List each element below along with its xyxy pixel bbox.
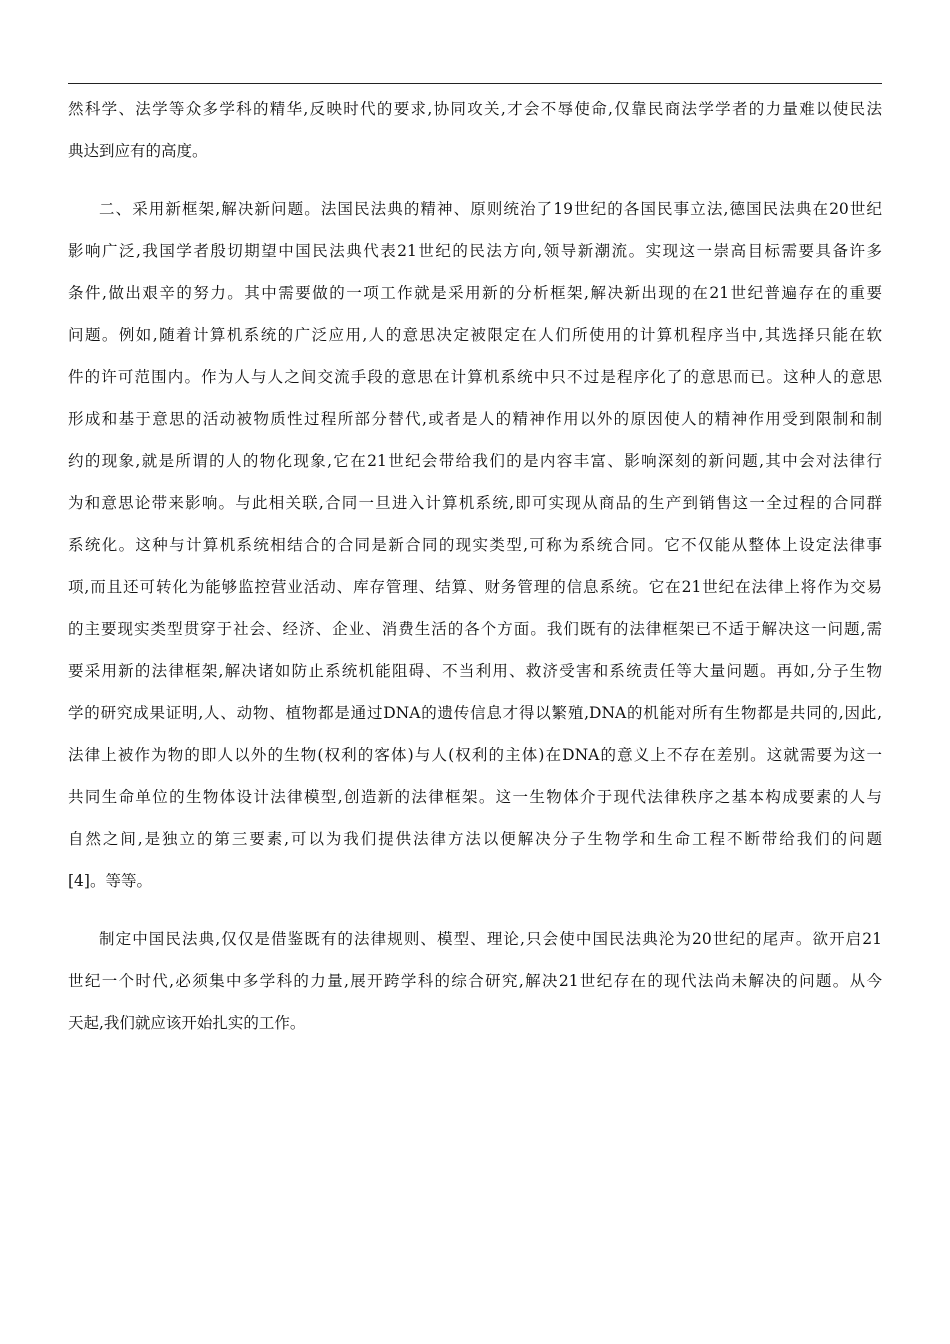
paragraph-1	[68, 88, 882, 172]
paragraph-3	[68, 918, 882, 1044]
header-rule	[68, 83, 882, 84]
text-line: 为和意思论带来影响。与此相关联,合同一旦进入计算机系统,即可实现从商品的生产到销售这一全过程的合同群	[68, 494, 882, 512]
text-line: 约的现象,就是所谓的人的物化现象,它在21世纪会带给我们的是内容丰富、影响深刻的新问题,其中会对法律行	[68, 452, 882, 470]
text-line: 问题。例如,随着计算机系统的广泛应用,人的意思决定被限定在人们所使用的计算机程序当中,其选择只能在软	[68, 326, 882, 344]
text-line: 共同生命单位的生物体设计法律模型,创造新的法律框架。这一生物体介于现代法律秩序之基本构成要素的人与	[68, 788, 882, 806]
text-line: 件的许可范围内。作为人与人之间交流手段的意思在计算机系统中只不过是程序化了的意思而已。这种人的意思	[68, 368, 882, 386]
text-line: 法律上被作为物的即人以外的生物(权利的客体)与人(权利的主体)在DNA的意义上不存在差别。这就需要为这一	[68, 746, 882, 764]
text-line: [4]。等等。	[68, 872, 152, 890]
text-line: 典达到应有的高度。	[68, 142, 208, 160]
document-body	[68, 88, 882, 1044]
text-line: 学的研究成果证明,人、动物、植物都是通过DNA的遗传信息才得以繁殖,DNA的机能对所有生物都是共同的,因此,	[68, 704, 882, 722]
text-line: 自然之间,是独立的第三要素,可以为我们提供法律方法以便解决分子生物学和生命工程不断带给我们的问题	[68, 830, 882, 848]
paragraph-2	[68, 188, 882, 902]
text-line: 项,而且还可转化为能够监控营业活动、库存管理、结算、财务管理的信息系统。它在21世纪在法律上将作为交易	[68, 578, 882, 596]
text-line: 天起,我们就应该开始扎实的工作。	[68, 1014, 306, 1032]
text-line: 要采用新的法律框架,解决诸如防止系统机能阻碍、不当利用、救济受害和系统责任等大量问题。再如,分子生物	[68, 662, 882, 680]
text-line: 影响广泛,我国学者殷切期望中国民法典代表21世纪的民法方向,领导新潮流。实现这一崇高目标需要具备许多	[68, 242, 882, 260]
text-line: 制定中国民法典,仅仅是借鉴既有的法律规则、模型、理论,只会使中国民法典沦为20世纪的尾声。欲开启21	[99, 930, 882, 948]
text-line: 条件,做出艰辛的努力。其中需要做的一项工作就是采用新的分析框架,解决新出现的在21世纪普遍存在的重要	[68, 284, 882, 302]
text-line: 然科学、法学等众多学科的精华,反映时代的要求,协同攻关,才会不辱使命,仅靠民商法学学者的力量难以使民法	[68, 100, 882, 118]
text-line: 形成和基于意思的活动被物质性过程所部分替代,或者是人的精神作用以外的原因使人的精神作用受到限制和制	[68, 410, 882, 428]
text-line: 系统化。这种与计算机系统相结合的合同是新合同的现实类型,可称为系统合同。它不仅能从整体上设定法律事	[68, 536, 882, 554]
text-line: 世纪一个时代,必须集中多学科的力量,展开跨学科的综合研究,解决21世纪存在的现代法尚未解决的问题。从今	[68, 972, 882, 990]
text-line: 的主要现实类型贯穿于社会、经济、企业、消费生活的各个方面。我们既有的法律框架已不适于解决这一问题,需	[68, 620, 882, 638]
text-line: 二、采用新框架,解决新问题。法国民法典的精神、原则统治了19世纪的各国民事立法,德国民法典在20世纪	[99, 200, 882, 218]
